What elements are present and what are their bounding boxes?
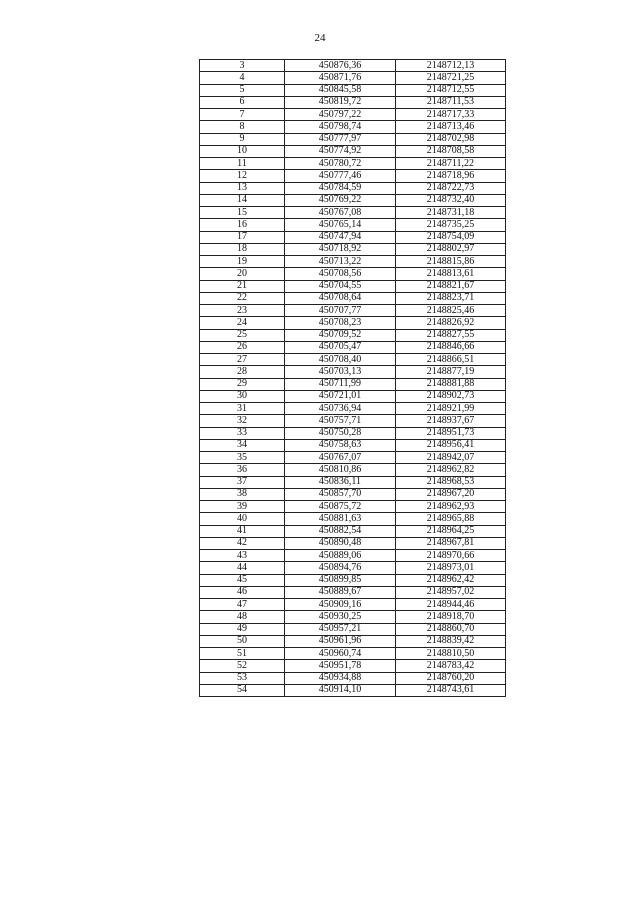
point-number-cell: 11 bbox=[200, 158, 285, 170]
x-coordinate-cell: 450914,10 bbox=[285, 684, 396, 696]
table-row bbox=[200, 109, 506, 121]
y-coordinate-cell: 2148826,92 bbox=[396, 317, 506, 329]
y-coordinate-cell: 2148944,46 bbox=[396, 599, 506, 611]
table-row bbox=[200, 672, 506, 684]
y-coordinate-cell: 2148722,73 bbox=[396, 182, 506, 194]
table-row bbox=[200, 243, 506, 255]
y-coordinate-cell: 2148965,88 bbox=[396, 513, 506, 525]
x-coordinate-cell: 450777,46 bbox=[285, 170, 396, 182]
y-coordinate-cell: 2148827,55 bbox=[396, 329, 506, 341]
point-number-cell: 51 bbox=[200, 648, 285, 660]
table-row bbox=[200, 574, 506, 586]
y-coordinate-cell: 2148823,71 bbox=[396, 292, 506, 304]
y-coordinate-cell: 2148802,97 bbox=[396, 243, 506, 255]
point-number-cell: 22 bbox=[200, 292, 285, 304]
x-coordinate-cell: 450871,76 bbox=[285, 72, 396, 84]
point-number-cell: 8 bbox=[200, 121, 285, 133]
table-row bbox=[200, 415, 506, 427]
y-coordinate-cell: 2148813,61 bbox=[396, 268, 506, 280]
x-coordinate-cell: 450797,22 bbox=[285, 109, 396, 121]
point-number-cell: 28 bbox=[200, 366, 285, 378]
y-coordinate-cell: 2148951,73 bbox=[396, 427, 506, 439]
x-coordinate-cell: 450708,56 bbox=[285, 268, 396, 280]
x-coordinate-cell: 450961,96 bbox=[285, 635, 396, 647]
y-coordinate-cell: 2148711,22 bbox=[396, 158, 506, 170]
table-row bbox=[200, 635, 506, 647]
point-number-cell: 47 bbox=[200, 599, 285, 611]
y-coordinate-cell: 2148717,33 bbox=[396, 109, 506, 121]
point-number-cell: 31 bbox=[200, 403, 285, 415]
y-coordinate-cell: 2148967,81 bbox=[396, 537, 506, 549]
x-coordinate-cell: 450784,59 bbox=[285, 182, 396, 194]
point-number-cell: 6 bbox=[200, 96, 285, 108]
x-coordinate-cell: 450758,63 bbox=[285, 439, 396, 451]
table-row bbox=[200, 452, 506, 464]
x-coordinate-cell: 450845,58 bbox=[285, 84, 396, 96]
x-coordinate-cell: 450890,48 bbox=[285, 537, 396, 549]
table-row bbox=[200, 60, 506, 72]
table-row bbox=[200, 390, 506, 402]
x-coordinate-cell: 450934,88 bbox=[285, 672, 396, 684]
y-coordinate-cell: 2148735,25 bbox=[396, 219, 506, 231]
table-row bbox=[200, 464, 506, 476]
y-coordinate-cell: 2148942,07 bbox=[396, 452, 506, 464]
table-row bbox=[200, 439, 506, 451]
coordinates-table bbox=[199, 59, 506, 697]
point-number-cell: 29 bbox=[200, 378, 285, 390]
point-number-cell: 32 bbox=[200, 415, 285, 427]
x-coordinate-cell: 450704,55 bbox=[285, 280, 396, 292]
point-number-cell: 15 bbox=[200, 207, 285, 219]
point-number-cell: 49 bbox=[200, 623, 285, 635]
y-coordinate-cell: 2148937,67 bbox=[396, 415, 506, 427]
y-coordinate-cell: 2148743,61 bbox=[396, 684, 506, 696]
table-row bbox=[200, 648, 506, 660]
y-coordinate-cell: 2148825,46 bbox=[396, 305, 506, 317]
point-number-cell: 39 bbox=[200, 501, 285, 513]
point-number-cell: 14 bbox=[200, 194, 285, 206]
y-coordinate-cell: 2148702,98 bbox=[396, 133, 506, 145]
point-number-cell: 46 bbox=[200, 586, 285, 598]
y-coordinate-cell: 2148815,86 bbox=[396, 256, 506, 268]
point-number-cell: 7 bbox=[200, 109, 285, 121]
table-row bbox=[200, 611, 506, 623]
x-coordinate-cell: 450857,70 bbox=[285, 488, 396, 500]
y-coordinate-cell: 2148957,02 bbox=[396, 586, 506, 598]
y-coordinate-cell: 2148962,93 bbox=[396, 501, 506, 513]
table-row bbox=[200, 341, 506, 353]
y-coordinate-cell: 2148968,53 bbox=[396, 476, 506, 488]
coordinates-table-body bbox=[200, 60, 506, 697]
y-coordinate-cell: 2148810,50 bbox=[396, 648, 506, 660]
table-row bbox=[200, 182, 506, 194]
y-coordinate-cell: 2148967,20 bbox=[396, 488, 506, 500]
x-coordinate-cell: 450899,85 bbox=[285, 574, 396, 586]
y-coordinate-cell: 2148902,73 bbox=[396, 390, 506, 402]
point-number-cell: 27 bbox=[200, 354, 285, 366]
table-row bbox=[200, 623, 506, 635]
table-row bbox=[200, 513, 506, 525]
point-number-cell: 25 bbox=[200, 329, 285, 341]
point-number-cell: 35 bbox=[200, 452, 285, 464]
page-number: 24 bbox=[314, 32, 326, 44]
x-coordinate-cell: 450819,72 bbox=[285, 96, 396, 108]
point-number-cell: 26 bbox=[200, 341, 285, 353]
point-number-cell: 20 bbox=[200, 268, 285, 280]
x-coordinate-cell: 450875,72 bbox=[285, 501, 396, 513]
y-coordinate-cell: 2148711,53 bbox=[396, 96, 506, 108]
point-number-cell: 13 bbox=[200, 182, 285, 194]
point-number-cell: 36 bbox=[200, 464, 285, 476]
point-number-cell: 50 bbox=[200, 635, 285, 647]
table-row bbox=[200, 488, 506, 500]
point-number-cell: 24 bbox=[200, 317, 285, 329]
x-coordinate-cell: 450881,63 bbox=[285, 513, 396, 525]
y-coordinate-cell: 2148962,42 bbox=[396, 574, 506, 586]
x-coordinate-cell: 450909,16 bbox=[285, 599, 396, 611]
table-row bbox=[200, 476, 506, 488]
y-coordinate-cell: 2148712,55 bbox=[396, 84, 506, 96]
point-number-cell: 53 bbox=[200, 672, 285, 684]
x-coordinate-cell: 450757,71 bbox=[285, 415, 396, 427]
table-row bbox=[200, 145, 506, 157]
x-coordinate-cell: 450777,97 bbox=[285, 133, 396, 145]
point-number-cell: 19 bbox=[200, 256, 285, 268]
y-coordinate-cell: 2148732,40 bbox=[396, 194, 506, 206]
y-coordinate-cell: 2148877,19 bbox=[396, 366, 506, 378]
point-number-cell: 34 bbox=[200, 439, 285, 451]
y-coordinate-cell: 2148970,66 bbox=[396, 550, 506, 562]
table-row bbox=[200, 158, 506, 170]
y-coordinate-cell: 2148918,70 bbox=[396, 611, 506, 623]
table-row bbox=[200, 427, 506, 439]
table-row bbox=[200, 501, 506, 513]
x-coordinate-cell: 450774,92 bbox=[285, 145, 396, 157]
x-coordinate-cell: 450708,23 bbox=[285, 317, 396, 329]
table-row bbox=[200, 403, 506, 415]
table-row bbox=[200, 317, 506, 329]
point-number-cell: 9 bbox=[200, 133, 285, 145]
x-coordinate-cell: 450889,06 bbox=[285, 550, 396, 562]
table-row bbox=[200, 562, 506, 574]
point-number-cell: 23 bbox=[200, 305, 285, 317]
x-coordinate-cell: 450708,40 bbox=[285, 354, 396, 366]
y-coordinate-cell: 2148956,41 bbox=[396, 439, 506, 451]
y-coordinate-cell: 2148712,13 bbox=[396, 60, 506, 72]
x-coordinate-cell: 450703,13 bbox=[285, 366, 396, 378]
point-number-cell: 40 bbox=[200, 513, 285, 525]
point-number-cell: 52 bbox=[200, 660, 285, 672]
x-coordinate-cell: 450889,67 bbox=[285, 586, 396, 598]
x-coordinate-cell: 450960,74 bbox=[285, 648, 396, 660]
y-coordinate-cell: 2148964,25 bbox=[396, 525, 506, 537]
point-number-cell: 18 bbox=[200, 243, 285, 255]
point-number-cell: 41 bbox=[200, 525, 285, 537]
x-coordinate-cell: 450876,36 bbox=[285, 60, 396, 72]
point-number-cell: 48 bbox=[200, 611, 285, 623]
table-row bbox=[200, 329, 506, 341]
point-number-cell: 30 bbox=[200, 390, 285, 402]
table-row bbox=[200, 660, 506, 672]
y-coordinate-cell: 2148721,25 bbox=[396, 72, 506, 84]
x-coordinate-cell: 450957,21 bbox=[285, 623, 396, 635]
point-number-cell: 54 bbox=[200, 684, 285, 696]
table-row bbox=[200, 207, 506, 219]
y-coordinate-cell: 2148783,42 bbox=[396, 660, 506, 672]
point-number-cell: 37 bbox=[200, 476, 285, 488]
x-coordinate-cell: 450810,86 bbox=[285, 464, 396, 476]
point-number-cell: 16 bbox=[200, 219, 285, 231]
table-row bbox=[200, 354, 506, 366]
x-coordinate-cell: 450718,92 bbox=[285, 243, 396, 255]
point-number-cell: 4 bbox=[200, 72, 285, 84]
x-coordinate-cell: 450767,07 bbox=[285, 452, 396, 464]
y-coordinate-cell: 2148821,67 bbox=[396, 280, 506, 292]
x-coordinate-cell: 450767,08 bbox=[285, 207, 396, 219]
x-coordinate-cell: 450750,28 bbox=[285, 427, 396, 439]
table-row bbox=[200, 121, 506, 133]
x-coordinate-cell: 450747,94 bbox=[285, 231, 396, 243]
x-coordinate-cell: 450707,77 bbox=[285, 305, 396, 317]
table-row bbox=[200, 72, 506, 84]
y-coordinate-cell: 2148962,82 bbox=[396, 464, 506, 476]
point-number-cell: 44 bbox=[200, 562, 285, 574]
point-number-cell: 45 bbox=[200, 574, 285, 586]
table-row bbox=[200, 231, 506, 243]
table-row bbox=[200, 256, 506, 268]
point-number-cell: 21 bbox=[200, 280, 285, 292]
x-coordinate-cell: 450798,74 bbox=[285, 121, 396, 133]
table-row bbox=[200, 280, 506, 292]
x-coordinate-cell: 450709,52 bbox=[285, 329, 396, 341]
x-coordinate-cell: 450713,22 bbox=[285, 256, 396, 268]
x-coordinate-cell: 450836,11 bbox=[285, 476, 396, 488]
x-coordinate-cell: 450769,22 bbox=[285, 194, 396, 206]
y-coordinate-cell: 2148973,01 bbox=[396, 562, 506, 574]
y-coordinate-cell: 2148713,46 bbox=[396, 121, 506, 133]
table-row bbox=[200, 170, 506, 182]
y-coordinate-cell: 2148846,66 bbox=[396, 341, 506, 353]
y-coordinate-cell: 2148754,09 bbox=[396, 231, 506, 243]
x-coordinate-cell: 450765,14 bbox=[285, 219, 396, 231]
y-coordinate-cell: 2148866,51 bbox=[396, 354, 506, 366]
x-coordinate-cell: 450736,94 bbox=[285, 403, 396, 415]
table-row bbox=[200, 194, 506, 206]
point-number-cell: 5 bbox=[200, 84, 285, 96]
x-coordinate-cell: 450705,47 bbox=[285, 341, 396, 353]
table-row bbox=[200, 525, 506, 537]
point-number-cell: 33 bbox=[200, 427, 285, 439]
y-coordinate-cell: 2148760,20 bbox=[396, 672, 506, 684]
x-coordinate-cell: 450951,78 bbox=[285, 660, 396, 672]
table-row bbox=[200, 305, 506, 317]
point-number-cell: 38 bbox=[200, 488, 285, 500]
x-coordinate-cell: 450711,99 bbox=[285, 378, 396, 390]
table-row bbox=[200, 96, 506, 108]
x-coordinate-cell: 450721,01 bbox=[285, 390, 396, 402]
point-number-cell: 3 bbox=[200, 60, 285, 72]
point-number-cell: 43 bbox=[200, 550, 285, 562]
table-row bbox=[200, 586, 506, 598]
x-coordinate-cell: 450930,25 bbox=[285, 611, 396, 623]
table-row bbox=[200, 292, 506, 304]
y-coordinate-cell: 2148718,96 bbox=[396, 170, 506, 182]
table-row bbox=[200, 550, 506, 562]
table-row bbox=[200, 599, 506, 611]
table-row bbox=[200, 268, 506, 280]
point-number-cell: 12 bbox=[200, 170, 285, 182]
table-row bbox=[200, 366, 506, 378]
y-coordinate-cell: 2148708,58 bbox=[396, 145, 506, 157]
x-coordinate-cell: 450780,72 bbox=[285, 158, 396, 170]
y-coordinate-cell: 2148921,99 bbox=[396, 403, 506, 415]
point-number-cell: 17 bbox=[200, 231, 285, 243]
table-row bbox=[200, 537, 506, 549]
y-coordinate-cell: 2148881,88 bbox=[396, 378, 506, 390]
y-coordinate-cell: 2148860,70 bbox=[396, 623, 506, 635]
x-coordinate-cell: 450882,54 bbox=[285, 525, 396, 537]
table-row bbox=[200, 684, 506, 696]
point-number-cell: 42 bbox=[200, 537, 285, 549]
table-row bbox=[200, 133, 506, 145]
x-coordinate-cell: 450708,64 bbox=[285, 292, 396, 304]
x-coordinate-cell: 450894,76 bbox=[285, 562, 396, 574]
table-row bbox=[200, 219, 506, 231]
table-row bbox=[200, 378, 506, 390]
y-coordinate-cell: 2148839,42 bbox=[396, 635, 506, 647]
table-row bbox=[200, 84, 506, 96]
y-coordinate-cell: 2148731,18 bbox=[396, 207, 506, 219]
point-number-cell: 10 bbox=[200, 145, 285, 157]
